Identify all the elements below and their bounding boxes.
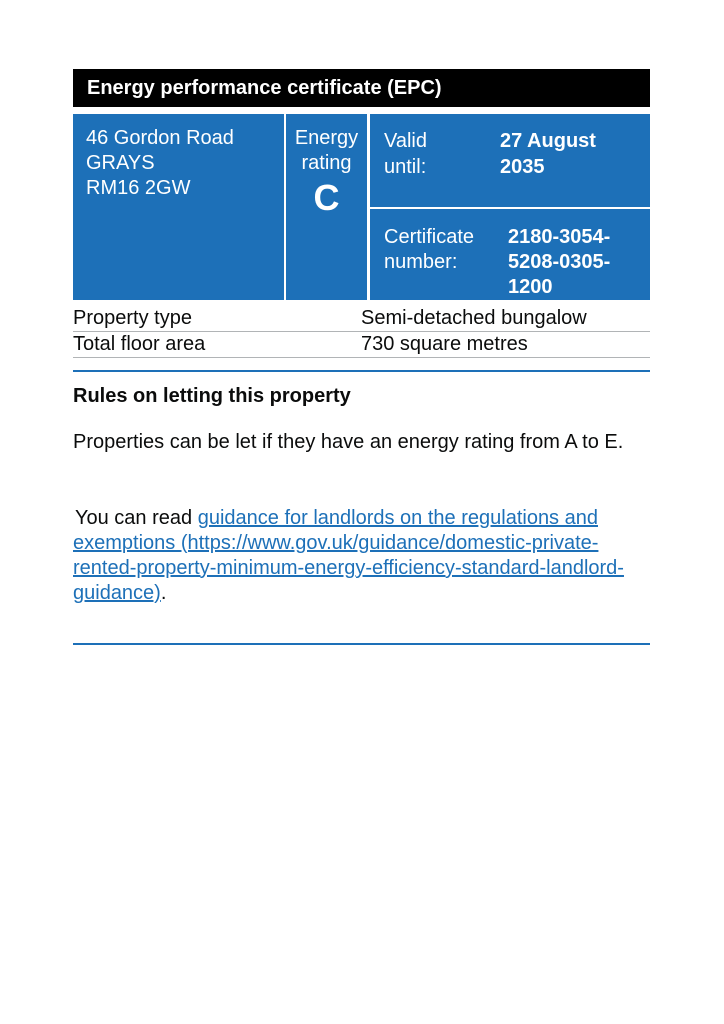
valid-date-2: 2035 (500, 156, 545, 178)
energy-rating-box (286, 114, 367, 300)
letting-heading: Rules on letting this property (73, 385, 351, 407)
address-line-1: 46 Gordon Road (86, 127, 234, 149)
guidance-prefix: You can read (75, 507, 198, 529)
certificate-label-2: number: (384, 251, 458, 273)
valid-date-1: 27 August (500, 130, 596, 152)
section-divider (73, 370, 650, 372)
energy-rating-label-1: Energy (294, 127, 359, 149)
energy-rating-label-2: rating (301, 152, 352, 174)
property-address (73, 114, 284, 300)
guidance-paragraph (73, 506, 650, 606)
section-divider (73, 643, 650, 645)
valid-label-2: until: (384, 156, 427, 178)
summary-row (73, 306, 650, 332)
summary-key: Property type (73, 307, 192, 329)
address-postcode: RM16 2GW (86, 177, 191, 199)
energy-rating-value: C (313, 177, 340, 218)
address-town: GRAYS (86, 152, 155, 174)
letting-rule-text: Properties can be let if they have an energy rating from A to E. (73, 431, 624, 453)
certificate-number-1: 2180-3054- (508, 226, 611, 248)
valid-until-box (370, 114, 650, 207)
summary-key: Total floor area (73, 333, 206, 355)
summary-row (73, 332, 650, 358)
certificate-number-3: 1200 (508, 276, 553, 298)
page-title: Energy performance certificate (EPC) (73, 69, 650, 107)
summary-value: Semi-detached bungalow (361, 307, 587, 329)
certificate-number-box (370, 209, 650, 300)
certificate-label-1: Certificate (384, 226, 475, 248)
summary-value: 730 square metres (361, 333, 528, 355)
guidance-suffix: . (160, 582, 167, 604)
guidance-link[interactable]: guidance for landlords on the regulations and exemptions (https://www.gov.uk/guidance/domestic-private-rented-property-minimum-energy-efficiency-standard-landlord-guidance) (73, 507, 624, 604)
valid-label-1: Valid (384, 130, 427, 152)
certificate-number-2: 5208-0305- (508, 251, 611, 273)
